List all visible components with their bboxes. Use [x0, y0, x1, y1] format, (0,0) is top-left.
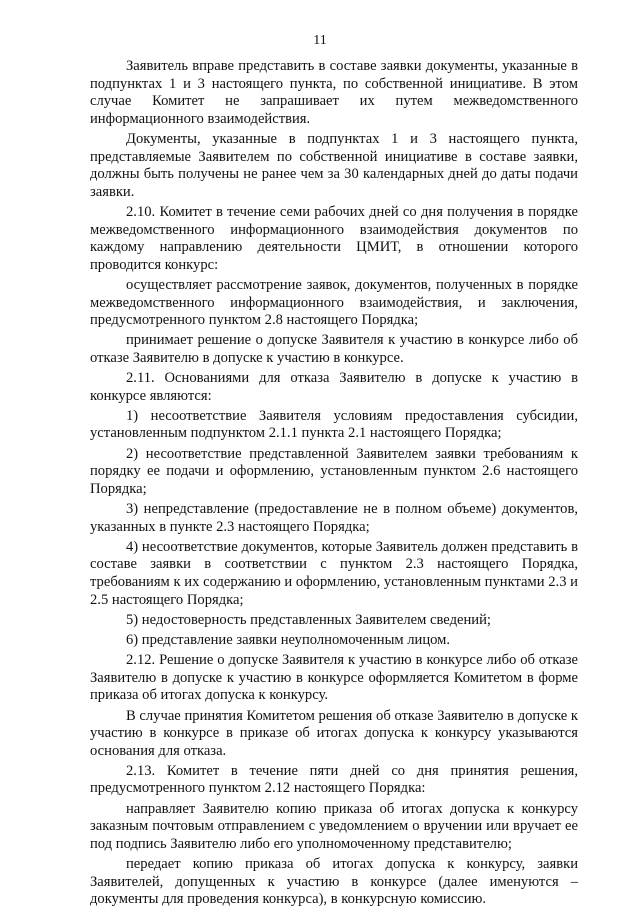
paragraph: 2.10. Комитет в течение семи рабочих дней со дня получения в порядке межведомственного информационного взаимодействия документов по каждому направлению деятельности ЦМИТ, в отношении которого проводится конкурс: — [90, 203, 578, 273]
paragraph: направляет Заявителю копию приказа об итогах допуска к конкурсу заказным почтовым отправлением с уведомлением о вручении или вручает ее под подпись Заявителю либо его уполномоченному представителю; — [90, 800, 578, 852]
paragraph: Заявитель вправе представить в составе заявки документы, указанные в подпунктах 1 и 3 настоящего пункта, по собственной инициативе. В этом случае Комитет не запрашивает их путем межведомственного информационного взаимодействия. — [90, 58, 578, 127]
paragraph: передает копию приказа об итогах допуска к конкурсу, заявки Заявителей, допущенных к участию в конкурсе (далее именуются – документы для проведения конкурса), в конкурсную комиссию. — [90, 856, 578, 908]
list-item: 4) несоответствие документов, которые Заявитель должен представить в составе заявки в соответствии с пунктом 2.3 настоящего Порядка, требованиям к их содержанию и оформлению, установленным пунктами 2.3 и 2.5 настоящего Порядка; — [90, 538, 578, 608]
paragraph: осуществляет рассмотрение заявок, документов, полученных в порядке межведомственного информационного взаимодействия, и заключения, предусмотренного пунктом 2.8 настоящего Порядка; — [90, 276, 578, 329]
paragraph: 2.12. Решение о допуске Заявителя к участию в конкурсе либо об отказе Заявителю в допуске к участию в конкурсе оформляется Комитетом в форме приказа об итогах допуска к конкурсу. — [90, 652, 578, 704]
list-item: 2) несоответствие представленной Заявителем заявки требованиям к порядку ее подачи и оформлению, установленным пунктом 2.6 настоящего Порядка; — [90, 445, 578, 497]
paragraph: В случае принятия Комитетом решения об отказе Заявителю в допуске к участию в конкурсе в приказе об итогах допуска к конкурсу указываются основания для отказа. — [90, 707, 578, 759]
list-item: 6) представление заявки неуполномоченным лицом. — [126, 631, 451, 648]
paragraph: 2.11. Основаниями для отказа Заявителю в допуске к участию в конкурсе являются: — [90, 370, 578, 404]
paragraph: Документы, указанные в подпунктах 1 и 3 настоящего пункта, представляемые Заявителем по собственной инициативе в составе заявки, должны быть получены не ранее чем за 30 календарных дней до даты подачи заявки. — [90, 130, 578, 200]
list-item: 3) непредставление (предоставление не в полном объеме) документов, указанных в пункте 2.3 настоящего Порядка; — [90, 501, 578, 535]
paragraph: принимает решение о допуске Заявителя к участию в конкурсе либо об отказе Заявителю в допуске к участию в конкурсе. — [90, 332, 578, 366]
list-item: 5) недостоверность представленных Заявителем сведений; — [126, 611, 491, 628]
list-item: 1) несоответствие Заявителя условиям предоставления субсидии, установленным подпунктом 2.1.1 пункта 2.1 настоящего Порядка; — [90, 407, 578, 442]
page-number: 11 — [313, 33, 327, 48]
document-body — [90, 58, 578, 909]
paragraph: 2.13. Комитет в течение пяти дней со дня принятия решения, предусмотренного пунктом 2.12 настоящего Порядка: — [90, 762, 578, 797]
